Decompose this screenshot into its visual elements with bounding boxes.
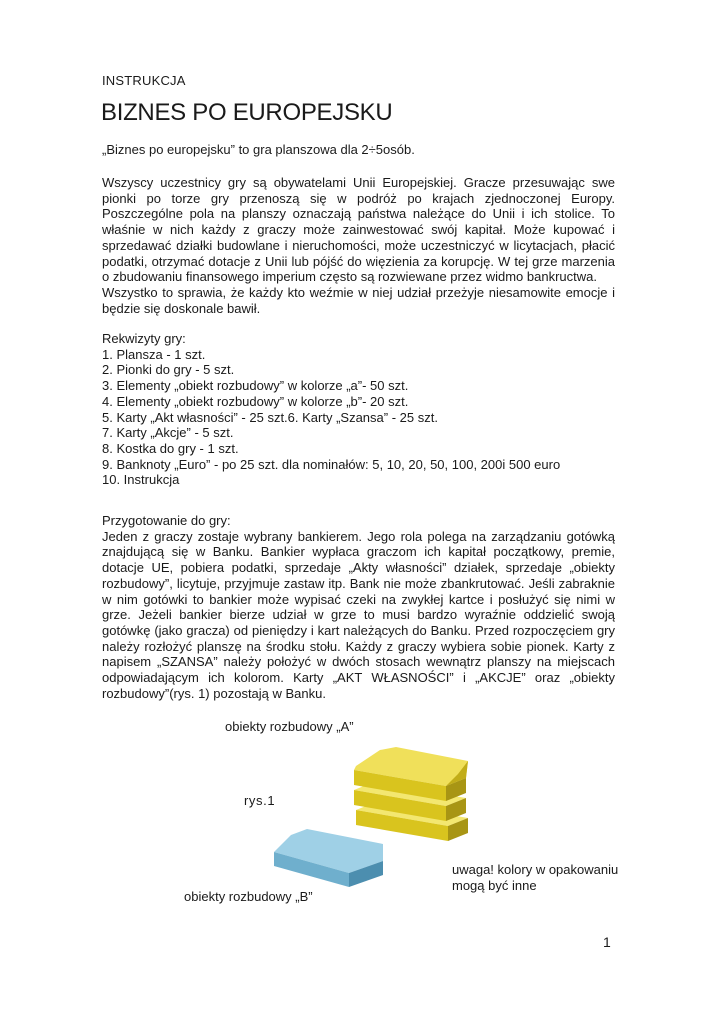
list-item: 2. Pionki do gry - 5 szt. <box>102 362 235 378</box>
color-note-line: uwaga! kolory w opakowaniu <box>452 862 619 877</box>
requisites-heading: Rekwizyty gry: <box>102 331 186 346</box>
preparation-section <box>102 513 615 701</box>
caption-objects-a: obiekty rozbudowy „A” <box>225 719 354 734</box>
color-note-line: mogą być inne <box>452 878 537 893</box>
list-item: 10. Instrukcja <box>102 472 180 488</box>
document-label: INSTRUKCJA <box>102 73 186 88</box>
about-section <box>102 175 615 316</box>
list-item: 1. Plansza - 1 szt. <box>102 346 206 362</box>
page-title: BIZNES PO EUROPEJSKU <box>101 99 393 126</box>
caption-objects-b: obiekty rozbudowy „B” <box>184 889 313 904</box>
list-item: 3. Elementy „obiekt rozbudowy” w kolorze „a”- 50 szt. <box>102 378 409 394</box>
figure-label: rys.1 <box>244 793 276 808</box>
list-item: 4. Elementy „obiekt rozbudowy” w kolorze „b”- 20 szt. <box>102 393 409 409</box>
preparation-heading: Przygotowanie do gry: <box>102 513 231 528</box>
preparation-paragraph: Jeden z graczy zostaje wybrany bankierem. Jego rola polega na zarządzaniu gotówką znajdującą się w Banku. Bankier wypłaca graczom ich kapitał początkowy, premie, dotacje UE, pobiera podatki, sprzedaje „Akty własności” działek, sprzedaje „obiekty rozbudowy”, licytuje, przyjmuje zastaw itp. Bank nie może zbankrutować. Jeśli zabraknie w nim gotówki to bankier może wypisać czeki na zwykłej kartce i posłużyć się nimi w grze. Jeżeli bankier bierze udział w grze to musi bardzo wyraźnie oddzielić swoją gotówkę (jako gracza) od pieniędzy i kart należących do Banku. Przed rozpoczęciem gry należy rozłożyć planszę na środku stołu. Każdy z graczy wybiera sobie pionek. Karty z napisem „SZANSA” należy położyć w dwóch stosach wewnątrz planszy na miejscach odpowiadającym ich kolorom. Karty „AKT WŁASNOŚCI” i „AKCJE” oraz „obiekty rozbudowy”(rys. 1) pozostają w Banku. <box>102 528 615 701</box>
color-note <box>452 862 618 894</box>
list-item: 5. Karty „Akt własności” - 25 szt.6. Karty „Szansa” - 25 szt. <box>102 409 438 425</box>
list-item: 8. Kostka do gry - 1 szt. <box>102 440 239 456</box>
requisites-list <box>102 331 560 488</box>
blue-building-block-illustration <box>271 825 387 891</box>
list-item: 9. Banknoty „Euro” - po 25 szt. dla nominałów: 5, 10, 20, 50, 100, 200i 500 euro <box>102 456 561 472</box>
page-number: 1 <box>603 934 611 950</box>
about-paragraph: Wszyscy uczestnicy gry są obywatelami Unii Europejskiej. Gracze przesuwając swe pionki po torze gry przenoszą się w podróż po krajach zjednoczonej Europy. Poszczególne pola na planszy oznaczają państwa należące do Unii i ich stolice. To właśnie w nich każdy z graczy może zainwestować swój kapitał. Może kupować i sprzedawać działki budowlane i nieruchomości, może uczestniczyć w licytacjach, płacić podatki, otrzymać dotacje z Unii lub pójść do więzienia za korupcję. W tej grze marzenia o zbudowaniu finansowego imperium często są rozwiewane przez widmo bankructwa. <box>102 175 615 285</box>
about-paragraph: Wszystko to sprawia, że każdy kto weźmie w niej udział przeżyje niesamowite emocje i będzie się doskonale bawił. <box>102 284 615 316</box>
intro-paragraph: „Biznes po europejsku” to gra planszowa dla 2÷5osób. <box>102 142 415 157</box>
list-item: 7. Karty „Akcje” - 5 szt. <box>102 425 234 441</box>
